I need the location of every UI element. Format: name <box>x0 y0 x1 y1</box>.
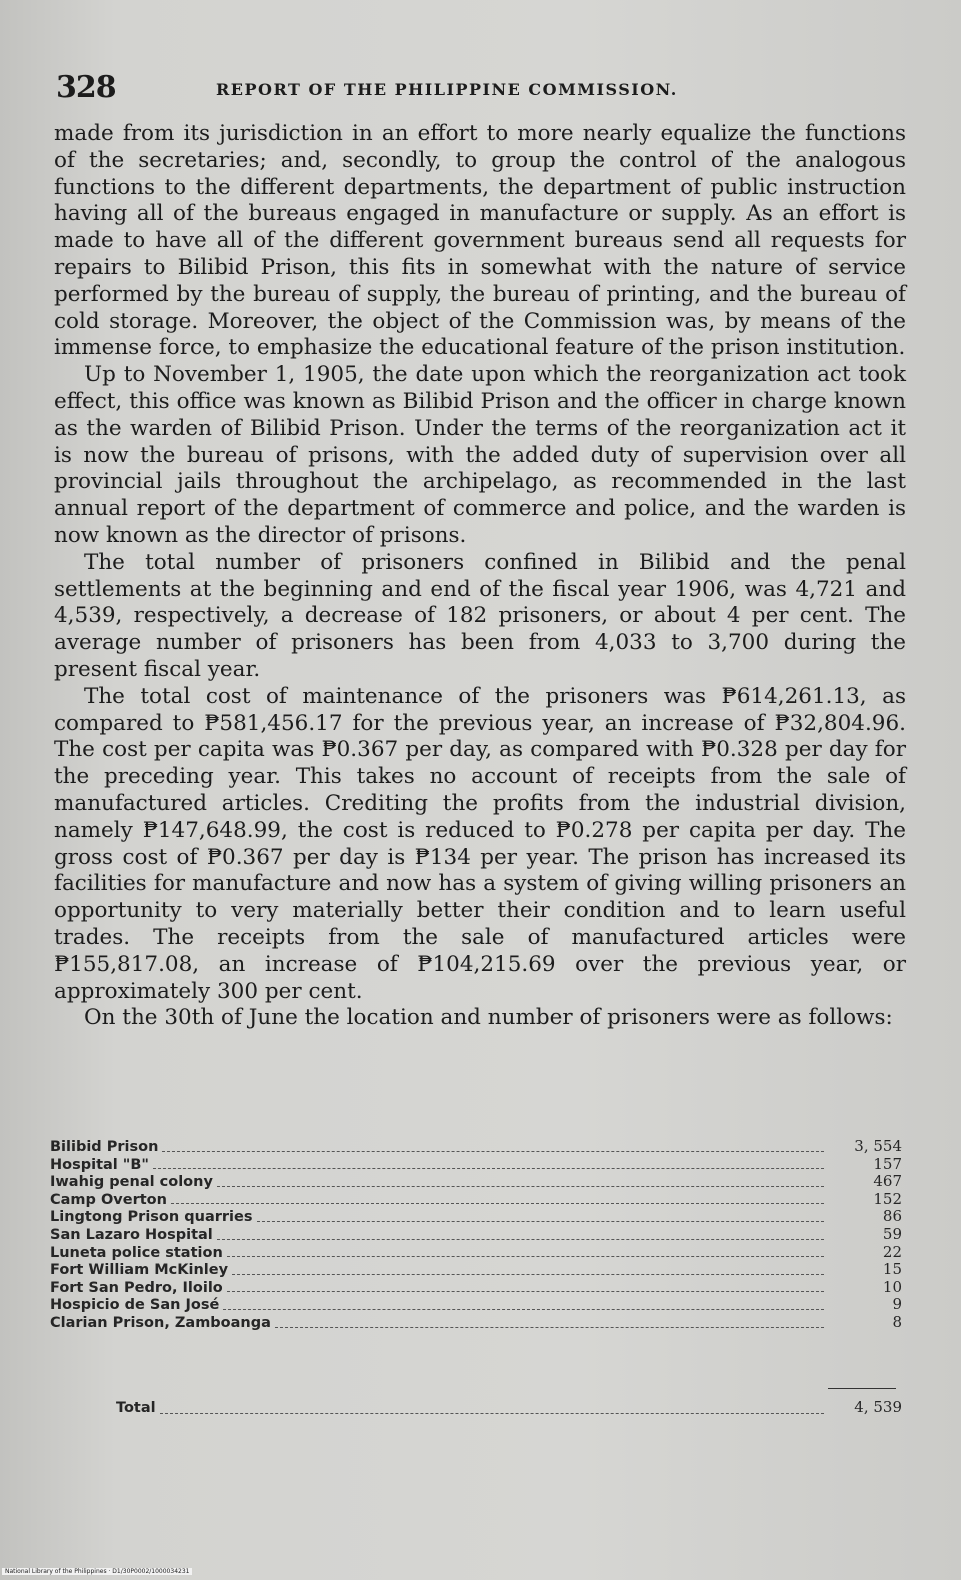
table-row <box>50 1261 902 1279</box>
paragraph: made from its jurisdiction in an effort to more nearly equalize the functions of the secretaries; and, secondly, to group the control of the analogous functions to the different departments, the department of public instruction having all of the bureaus engaged in manufacture or supply. As an effort is made to have all of the different government bureaus send all requests for repairs to Bilibid Prison, this fits in somewhat with the nature of service performed by the bureau of supply, the bureau of printing, and the bureau of cold storage. Moreover, the object of the Commission was, by means of the immense force, to emphasize the educational feature of the prison institution. <box>54 121 906 361</box>
table-row <box>50 1191 902 1209</box>
table-row <box>50 1173 902 1191</box>
table-row <box>50 1208 902 1226</box>
total-row <box>116 1398 902 1418</box>
table-row <box>50 1138 902 1156</box>
row-label: Hospital "B" <box>50 1156 149 1173</box>
dot-leader <box>223 1308 824 1310</box>
total-value: 4, 539 <box>854 1398 902 1416</box>
paragraph: On the 30th of June the location and number of prisoners were as follows: <box>84 1005 893 1031</box>
table-row <box>50 1226 902 1244</box>
dot-leader <box>227 1255 824 1257</box>
row-value: 9 <box>892 1295 902 1314</box>
dot-leader <box>153 1167 824 1169</box>
table-row <box>50 1314 902 1332</box>
row-value: 157 <box>873 1154 902 1173</box>
paragraph: Up to November 1, 1905, the date upon which the reorganization act took effect, this office was known as Bilibid Prison and the officer in charge known as the warden of Bilibid Prison. Under the terms of the reorganization act it is now the bureau of prisons, with the added duty of supervision over all provincial jails throughout the archipelago, as recommended in the last annual report of the department of commerce and police, and the warden is now known as the director of prisons. <box>54 362 906 548</box>
row-label: Fort William McKinley <box>50 1262 229 1279</box>
dot-leader <box>217 1185 824 1187</box>
table-row <box>50 1156 902 1174</box>
prisoner-location-table <box>50 1138 902 1332</box>
table-row <box>50 1296 902 1314</box>
table-row <box>50 1244 902 1262</box>
row-label: Camp Overton <box>50 1191 167 1208</box>
total-label: Total <box>116 1400 156 1416</box>
dot-leader <box>162 1150 824 1152</box>
dot-leader <box>171 1202 824 1204</box>
row-label: Fort San Pedro, Iloilo <box>50 1279 223 1296</box>
dot-leader <box>160 1412 824 1414</box>
total-rule <box>828 1388 896 1389</box>
row-label: Luneta police station <box>50 1244 223 1261</box>
row-value: 22 <box>882 1242 902 1261</box>
dot-leader <box>227 1290 824 1292</box>
row-label: Iwahig penal colony <box>50 1174 213 1191</box>
row-label: Lingtong Prison quarries <box>50 1209 253 1226</box>
row-value: 15 <box>882 1260 902 1279</box>
row-label: Bilibid Prison <box>50 1139 159 1155</box>
row-value: 3, 554 <box>854 1137 902 1155</box>
row-value: 152 <box>873 1189 902 1208</box>
page-number: 328 <box>56 70 116 105</box>
row-value: 10 <box>882 1277 902 1296</box>
paragraph: The total cost of maintenance of the prisoners was ₱614,261.13, as compared to ₱581,456.17 for the previous year, an increase of ₱32,804.96. The cost per capita was ₱0.367 per day, as compared with ₱0.328 per day for the preceding year. This takes no account of receipts from the sale of manufactured articles. Crediting the profits from the industrial division, namely ₱147,648.99, the cost is reduced to ₱0.278 per capita per day. The gross cost of ₱0.367 per day is ₱134 per year. The prison has increased its facilities for manufacture and now has a system of giving willing prisoners an opportunity to very materially better their condition and to learn useful trades. The receipts from the sale of manufactured articles were ₱155,817.08, an increase of ₱104,215.69 over the previous year, or approximately 300 per cent. <box>54 683 906 1004</box>
row-label: Hospicio de San José <box>50 1297 220 1314</box>
row-value: 86 <box>882 1207 902 1226</box>
dot-leader <box>217 1238 824 1240</box>
scan-footer: National Library of the Philippines · D1/30P0002/1000034231 <box>2 1568 192 1575</box>
running-head: REPORT OF THE PHILIPPINE COMMISSION. <box>216 80 678 99</box>
page-header <box>56 68 906 108</box>
dot-leader <box>232 1273 824 1275</box>
row-value: 8 <box>892 1312 902 1331</box>
paragraph: The total number of prisoners confined in Bilibid and the penal settlements at the beginning and end of the fiscal year 1906, was 4,721 and 4,539, respectively, a decrease of 182 prisoners, or about 4 per cent. The average number of prisoners has been from 4,033 to 3,700 during the present fiscal year. <box>54 549 906 682</box>
body-text <box>54 121 906 1032</box>
dot-leader <box>257 1220 825 1222</box>
table-row <box>50 1279 902 1297</box>
row-value: 59 <box>882 1224 902 1243</box>
row-label: Clarian Prison, Zamboanga <box>50 1314 271 1331</box>
row-label: San Lazaro Hospital <box>50 1226 213 1243</box>
row-value: 467 <box>873 1172 902 1191</box>
dot-leader <box>275 1326 824 1328</box>
